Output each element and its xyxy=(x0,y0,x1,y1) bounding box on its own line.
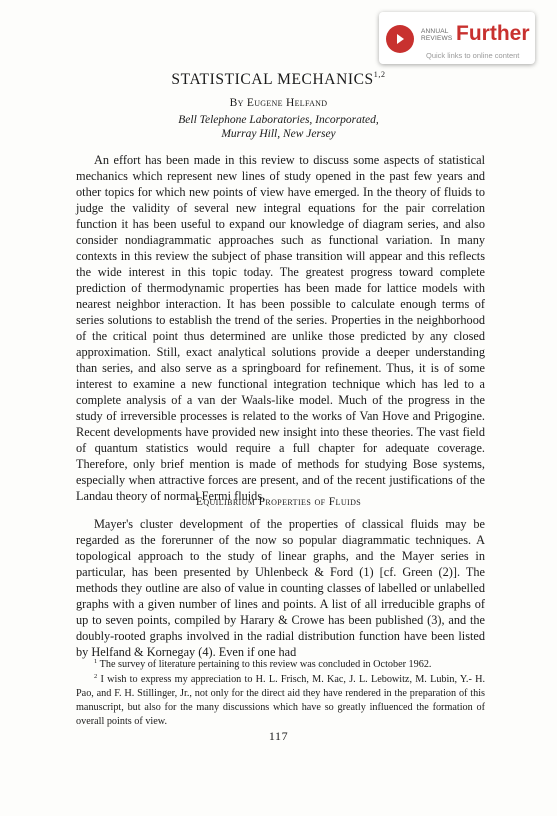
fluids-paragraph: Mayer's cluster development of the properties of classical fluids may be regarded as the forerunner of the now so popular diagrammatic techniques. A topological approach to the study of linear graphs, and the Mayer series in particular, has been presented by Uhlenbeck & Ford (1) [cf. Green (2)]. The methods they outline are also of value in counting classes of labelled or unlabelled graphs with a given number of lines and points. A list of all irreducible graphs of up to seven points, compiled by Harary & Crowe has been published (3), and the doubly-rooted graphs involved in the radial distribution function have been listed by Helfand & Kornegay (4). Even if one had xyxy=(76,517,485,659)
section-heading: Equilibrium Properties of Fluids xyxy=(195,496,362,508)
further-subtitle: Quick links to online content xyxy=(426,51,520,60)
further-label: Further xyxy=(456,22,530,45)
play-arrow-icon xyxy=(386,25,414,53)
title-footnote-marks[interactable]: 1,2 xyxy=(373,70,386,79)
author-line: By Eugene Helfand xyxy=(229,97,328,109)
article-title-text: STATISTICAL MECHANICS xyxy=(171,71,374,88)
footnote-2-text: I wish to express my appreciation to H. L. Frisch, M. Kac, J. L. Lebowitz, M. Lubin, Y.- H. Pao, and F. H. Stillinger, Jr., not only for the direct aid they have rendered in the preparation of this manuscript, but also for the many discussions which have so greatly influenced the formation of overall points of view. xyxy=(76,674,485,727)
footnote-2 xyxy=(76,670,485,729)
footnote-1-mark: 1 xyxy=(94,658,98,665)
further-banner[interactable] xyxy=(379,12,535,64)
article-title xyxy=(0,70,557,89)
footnote-1-text: The survey of literature pertaining to this review was concluded in October 1962. xyxy=(99,659,432,670)
affiliation-line-1: Bell Telephone Laboratories, Incorporated, xyxy=(178,114,379,126)
annual-reviews-label: ANNUAL REVIEWS xyxy=(421,28,453,42)
intro-paragraph: An effort has been made in this review to discuss some aspects of statistical mechanics which represent new lines of study opened in the past few years and other topics for which new points of view have emerged. In the theory of fluids to judge the validity of several new integral equations for the pair correlation function it has been useful to expand our knowledge of diagram series, and also consider nondiagrammatic approaches such as functional variation. In many contexts in this review the subject of phase transition will appear and this reflects the wide interest in this topic today. The greatest progress toward complete prediction of thermodynamic properties has been made for lattice models with nearest neighbor interaction. It has been possible to calculate enough terms of series solutions to establish the trend of the series. Properties in the neighborhood of the critical point thus determined are unlike those predicted by any closed approximation. Still, exact analytical solutions provide a deeper understanding than series, and also serve as a springboard for refinement. Thus, it is of some interest to examine a new functional integration technique which has led to a complete analysis of a van der Waals-like model. Much of the progress in the study of irreversible processes is related to the works of Van Hove and Prigogine. Recent developments have provided new insight into these theories. The vast field of quantum statistics would require a full chapter for adequate coverage. Therefore, only brief mention is made of methods for studying Bose systems, especially when attractive forces are present, and of the recent justifications of the Landau theory of normal Fermi fluids. xyxy=(76,153,485,503)
affiliation-line-2: Murray Hill, New Jersey xyxy=(221,128,336,140)
footnote-2-mark: 2 xyxy=(94,673,98,680)
page-number: 117 xyxy=(268,729,289,743)
